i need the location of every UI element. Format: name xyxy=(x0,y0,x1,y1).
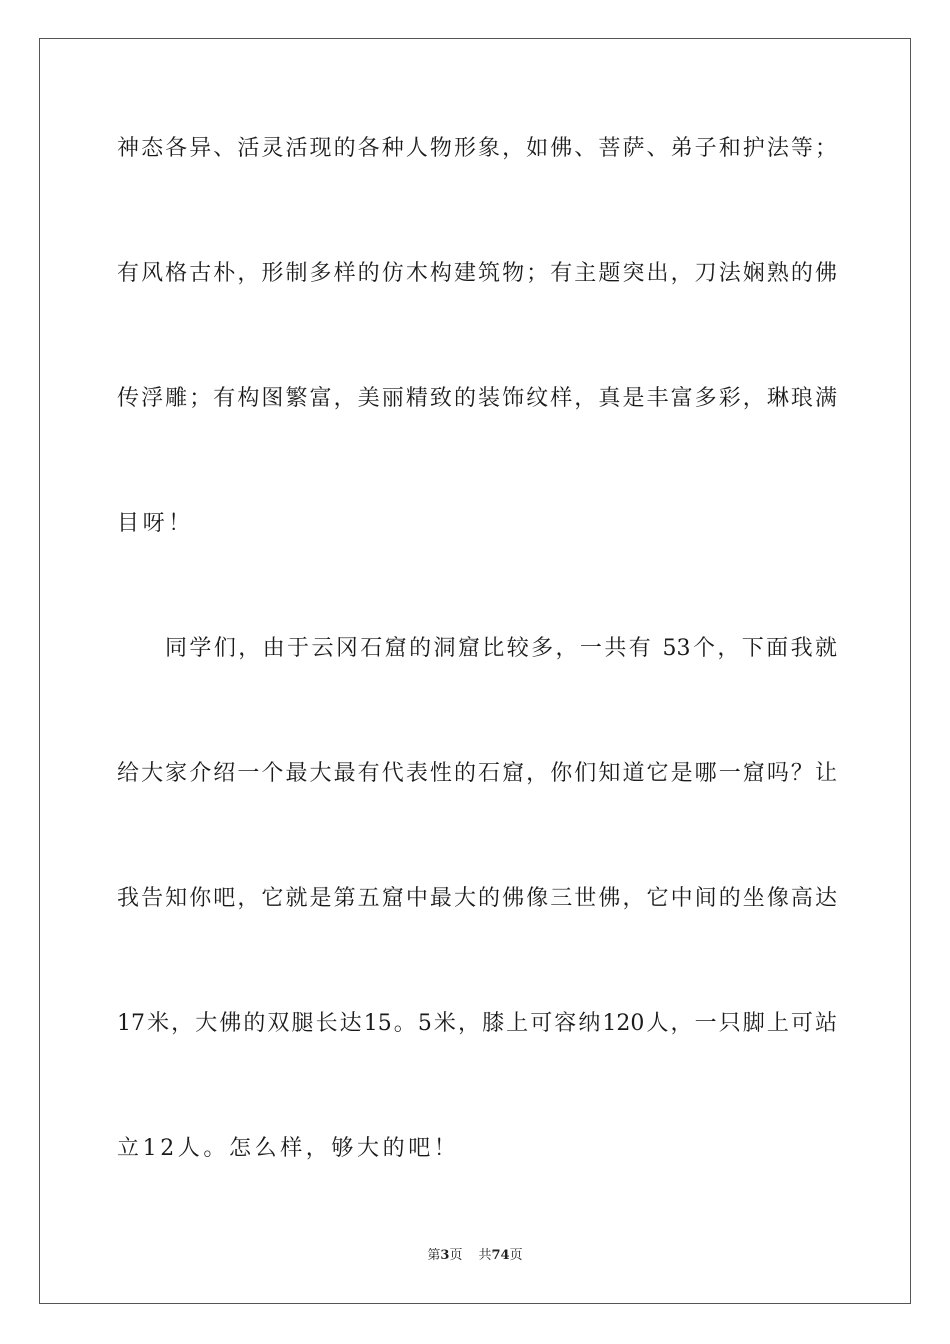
page-prefix: 第 xyxy=(427,1248,441,1263)
page-number: 3 xyxy=(440,1248,450,1263)
body-text-line-2: 有风格古朴，形制多样的仿木构建筑物；有主题突出，刀法娴熟的佛 xyxy=(117,261,837,286)
total-prefix: 共 xyxy=(478,1248,492,1263)
body-text-line-1: 神态各异、活灵活现的各种人物形象，如佛、菩萨、弟子和护法等； xyxy=(117,136,837,161)
page-border xyxy=(39,38,911,1304)
page-suffix: 页 xyxy=(449,1248,463,1263)
body-text-line-8: 17米，大佛的双腿长达15。5米，膝上可容纳120人，一只脚上可站 xyxy=(117,1011,837,1036)
body-text-line-4: 目呀！ xyxy=(117,511,194,536)
body-text-line-9: 立12人。怎么样，够大的吧！ xyxy=(117,1136,460,1161)
body-text-line-7: 我告知你吧，它就是第五窟中最大的佛像三世佛，它中间的坐像高达 xyxy=(117,886,837,911)
total-pages: 74 xyxy=(491,1248,510,1263)
body-text-line-3: 传浮雕；有构图繁富，美丽精致的装饰纹样，真是丰富多彩，琳琅满 xyxy=(117,386,837,411)
page-footer xyxy=(0,1246,950,1266)
total-suffix: 页 xyxy=(509,1248,523,1263)
body-text-line-6: 给大家介绍一个最大最有代表性的石窟，你们知道它是哪一窟吗？让 xyxy=(117,761,837,786)
body-text-line-5: 同学们，由于云冈石窟的洞窟比较多，一共有 53个，下面我就 xyxy=(165,636,837,661)
